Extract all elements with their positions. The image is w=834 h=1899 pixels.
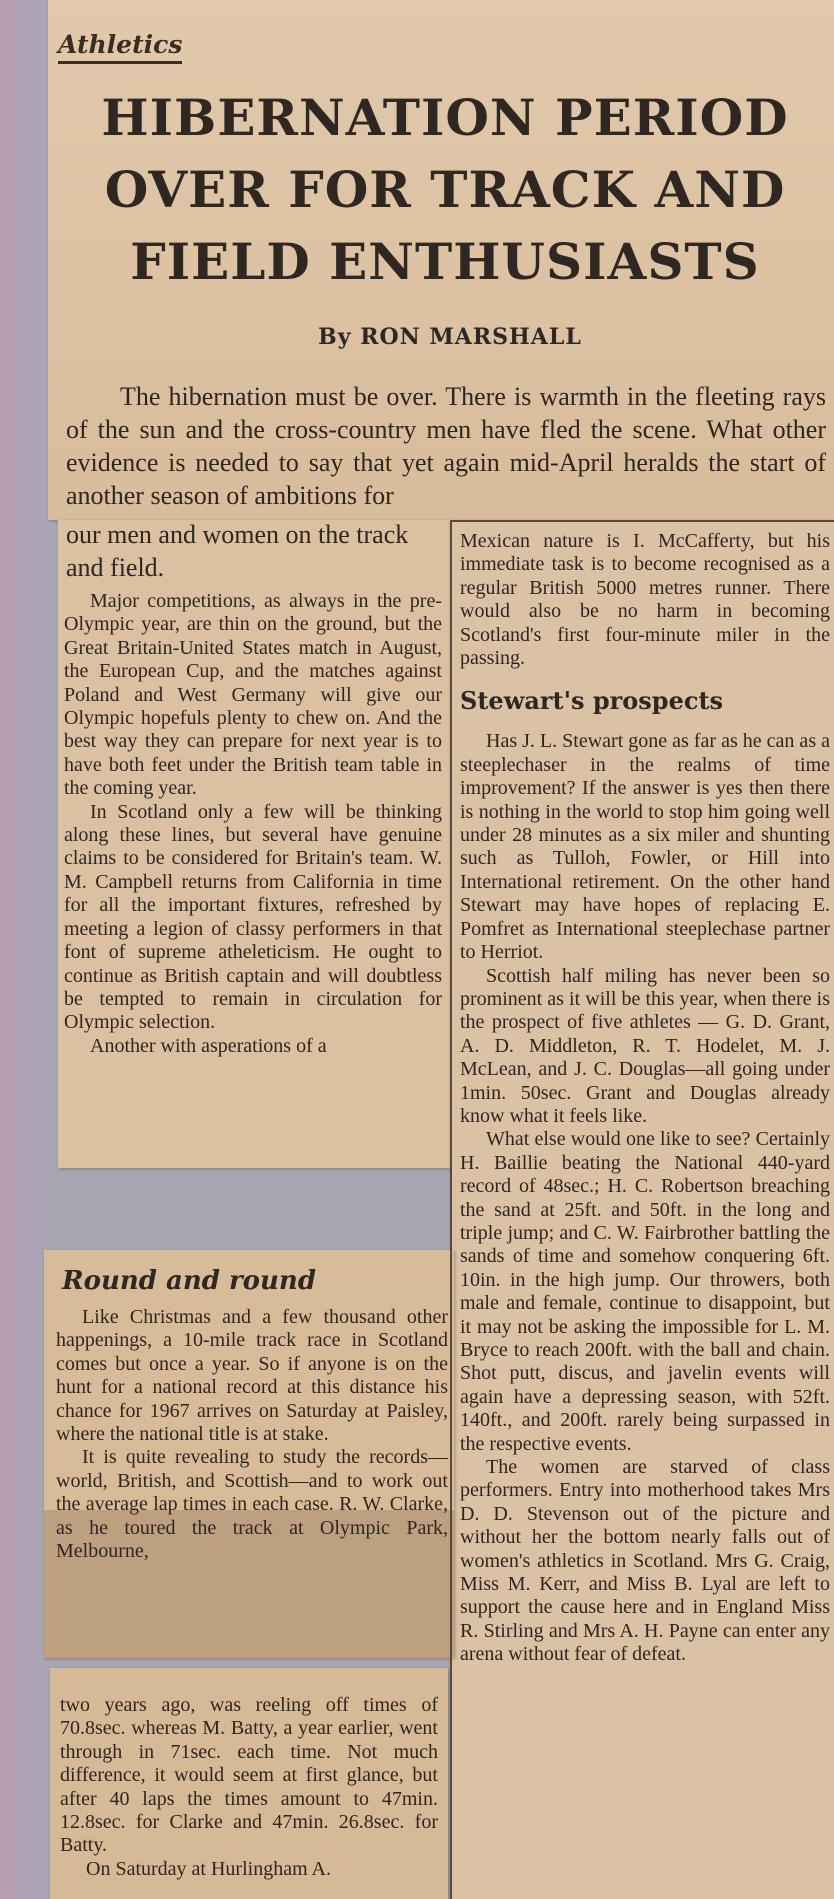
lead-text: The hibernation must be over. There is warmth in the fleeting rays of the sun and the cross-country men have fled the scene. What other evidence is needed to say that yet again mid-April heralds the start of another season of ambitions for — [66, 382, 826, 510]
paragraph: two years ago, was reeling off times of 70.8sec. whereas M. Batty, a year earlier, went through in 71sec. each time. Not much difference, it would seem at first glance, but after 40 laps the times amount to 47min. 12.8sec. for Clarke and 47min. 26.8sec. for Batty. — [60, 1694, 438, 1857]
subhead-round-and-round: Round and round — [62, 1266, 316, 1296]
right-column-text — [460, 530, 830, 1667]
paragraph: Mexican nature is I. McCafferty, but his immediate task is to become recognised as a regular British 5000 metres runner. There would also be no harm in becoming Scotland's first four-minute miler in the passing. — [460, 530, 830, 670]
paragraph: In Scotland only a few will be thinking along these lines, but several have genuine claims to be considered for Britain's team. W. M. Campbell returns from California in time for all the important fixtures, refreshed by meeting a legion of classy performers in that font of supreme atheleticism. He ought to continue as British captain and will doubtless be tempted to remain in circulation for Olympic selection. — [64, 800, 442, 1034]
round-column-text — [56, 1306, 448, 1563]
paragraph: On Saturday at Hurlingham A. — [86, 1857, 331, 1880]
column-top-rule — [450, 520, 834, 522]
paragraph: Another with asperations of a — [90, 1034, 327, 1057]
paragraph: Major competitions, as always in the pre-Olympic year, are thin on the ground, but the Great Britain-United States match in August, the European Cup, and the matches against Poland and West Germany will give our Olympic hopefuls plenty to chew on. And the best way they can prepare for next year is to have both feet under the British team table in the coming year. — [64, 590, 442, 800]
paragraph: Scottish half miling has never been so prominent as it will be this year, when there is the prospect of five athletes — G. D. Grant, A. D. Middleton, R. T. Hodelet, M. J. McLean, and J. C. Douglas—all going under 1min. 50sec. Grant and Douglas already know what it feels like. — [460, 964, 830, 1127]
paragraph: Has J. L. Stewart gone as far as he can as a steeplechaser in the realms of time improvement? If the answer is yes then there is nothing in the world to stop him going well under 28 minutes as a six miler and shunting such as Tulloh, Fowler, or Hill into International retirement. On the other hand Stewart may have hopes of replacing E. Pomfret as International steeplechase partner to Herriot. — [460, 730, 830, 964]
paragraph: The women are starved of class performers. Entry into motherhood takes Mrs D. D. Stevenson out of the picture and without her the bottom nearly falls out of women's athletics in Scotland. Mrs G. Craig, Miss M. Kerr, and Miss B. Lyal are left to support the cause here and in England Miss R. Stirling and Mrs A. H. Payne can enter any arena without fear of defeat. — [460, 1456, 830, 1666]
section-label: Athletics — [58, 30, 182, 64]
byline: By RON MARSHALL — [318, 324, 582, 350]
background-margin — [0, 0, 40, 1899]
subhead-stewarts-prospects: Stewart's prospects — [460, 686, 724, 716]
paragraph: What else would one like to see? Certainly H. Baillie beating the National 440-yard record of 48sec.; H. C. Robertson breaching the sand at 25ft. and 50ft. in the long and triple jump; and C. W. Fairbrother battling the sands of time and somehow conquering 6ft. 10in. in the high jump. Our throwers, both male and female, continue to disappoint, but it may not be asking the impossible for L. M. Bryce to reach 200ft. with the ball and chain. Shot putt, discus, and javelin events will again have a depressing season, with 52ft. 140ft., and 200ft. rarely being surpassed in the respective events. — [460, 1128, 830, 1455]
column-rule — [450, 520, 452, 1899]
paragraph: It is quite revealing to study the records—world, British, and Scottish—and to work out the average lap times in each case. R. W. Clarke, as he toured the track at Olympic Park, Melbourne, — [56, 1446, 448, 1563]
left-column-text — [64, 590, 442, 1058]
bottom-column-text — [60, 1694, 438, 1881]
headline: HIBERNATION PERIOD OVER FOR TRACK AND FIELD ENTHUSIASTS — [101, 88, 789, 291]
lead-continuation: our men and women on the track and field. — [66, 520, 409, 582]
lead-paragraph — [66, 380, 826, 512]
paragraph: Like Christmas and a few thousand other happenings, a 10-mile track race in Scotland comes but once a year. So if anyone is on the hunt for a national record at this distance his chance for 1967 arrives on Saturday at Paisley, where the national title is at stake. — [56, 1306, 448, 1446]
